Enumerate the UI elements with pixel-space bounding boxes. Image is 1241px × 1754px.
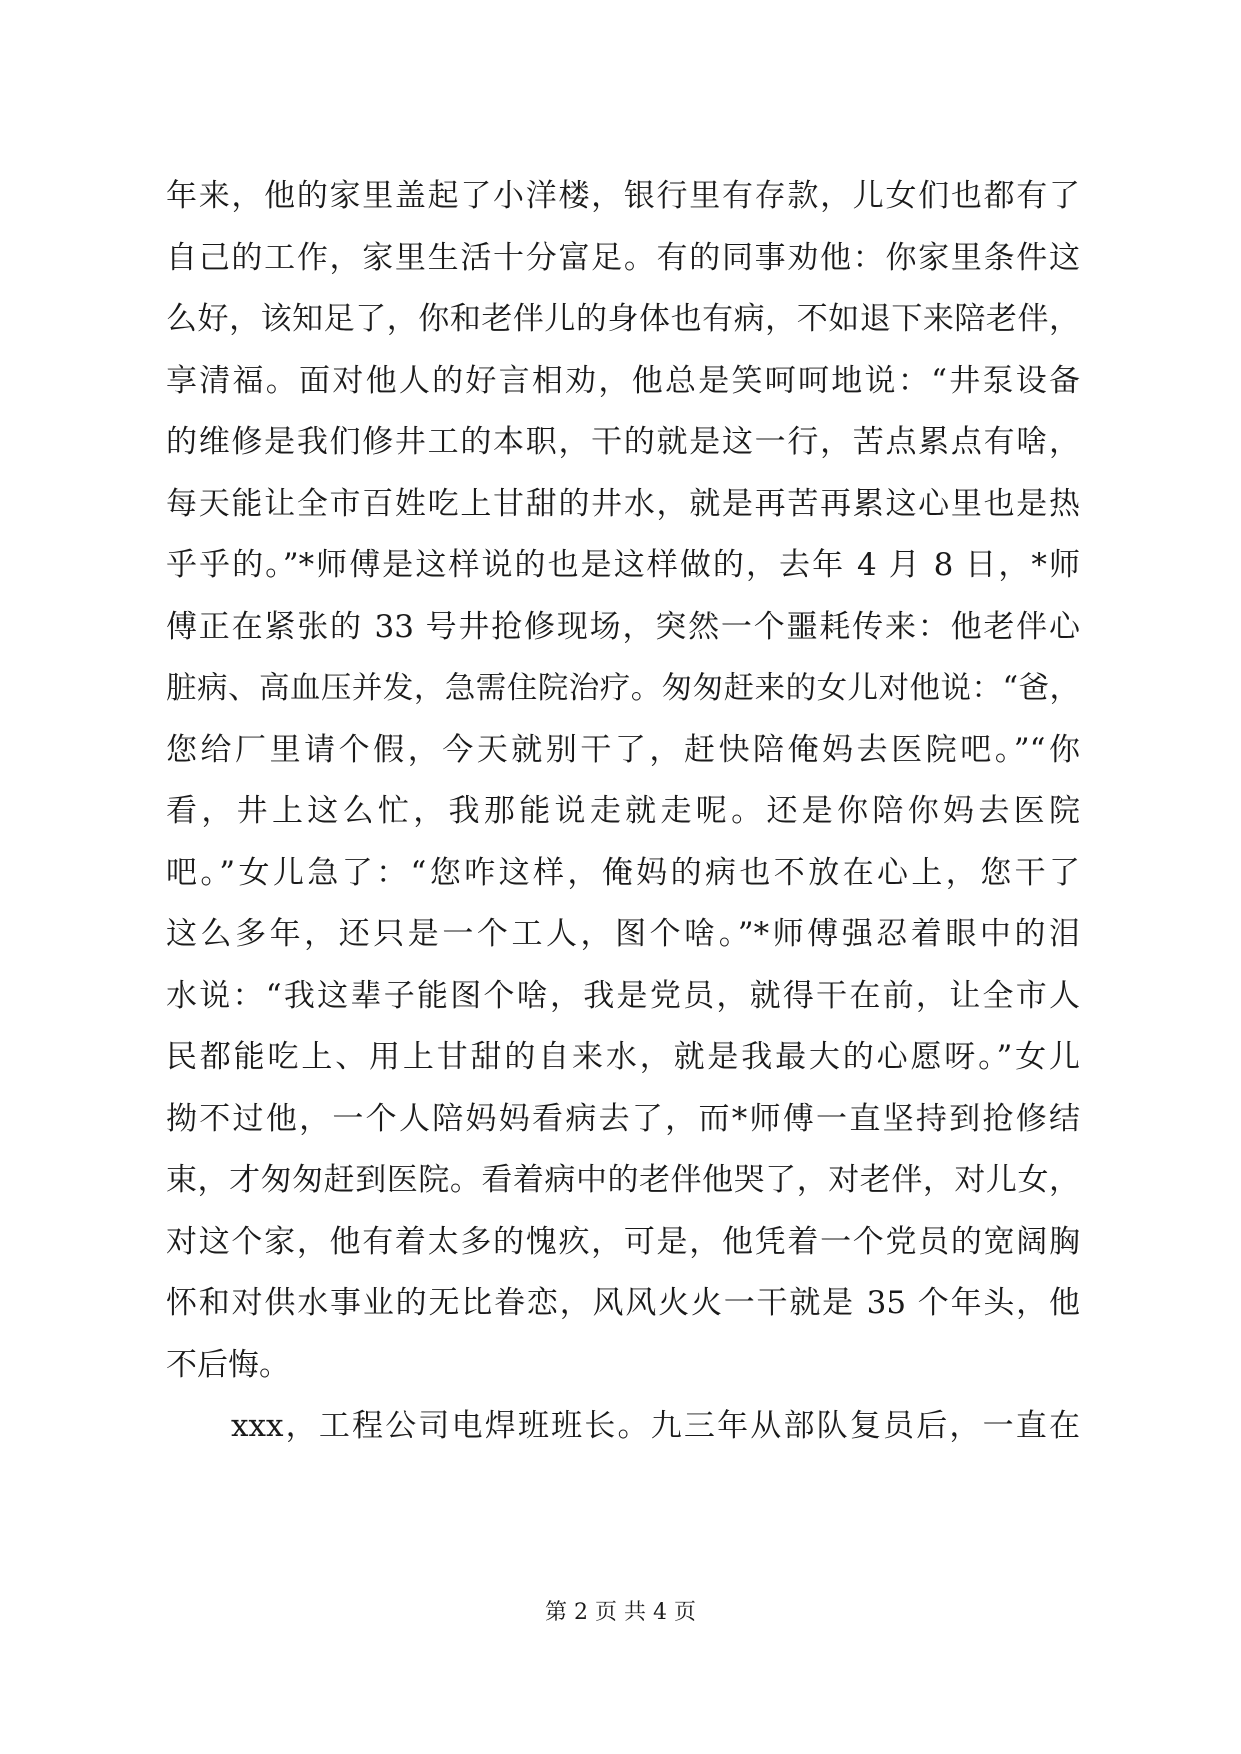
text-line: 脏病、高血压并发，急需住院治疗。匆匆赶来的女儿对他说：“爸，: [166, 671, 1080, 706]
text-line: 水说：“我这辈子能图个啥，我是党员，就得干在前，让全市人: [166, 977, 1080, 1014]
text-line: 年来，他的家里盖起了小洋楼，银行里有存款，儿女们也都有了: [166, 178, 1080, 214]
text-line: 拗不过他，一个人陪妈妈看病去了，而*师傅一直坚持到抢修结: [166, 1100, 1080, 1137]
text-line: 对这个家，他有着太多的愧疚，可是，他凭着一个党员的宽阔胸: [166, 1223, 1080, 1260]
text-line: 这么多年，还只是一个工人，图个啥。”*师傅强忍着眼中的泪: [166, 916, 1080, 952]
paragraph-end-line: 不后悔。: [166, 1346, 290, 1383]
text-line: 看，井上这么忙，我那能说走就走呢。还是你陪你妈去医院: [166, 793, 1080, 829]
text-line: 自己的工作，家里生活十分富足。有的同事劝他：你家里条件这: [166, 239, 1080, 276]
text-line: 么好，该知足了，你和老伴儿的身体也有病，不如退下来陪老伴，: [166, 301, 1080, 337]
paragraph-start-line: xxx，工程公司电焊班班长。九三年从部队复员后，一直在: [231, 1408, 1080, 1444]
text-line: 民都能吃上、用上甘甜的自来水，就是我最大的心愿呀。”女儿: [166, 1039, 1080, 1075]
text-line: 每天能让全市百姓吃上甘甜的井水，就是再苦再累这心里也是热: [166, 485, 1080, 522]
text-line: 傅正在紧张的 33 号井抢修现场，突然一个噩耗传来：他老伴心: [166, 608, 1080, 645]
text-line: 吧。”女儿急了：“您咋这样，俺妈的病也不放在心上，您干了: [166, 854, 1080, 891]
text-line: 怀和对供水事业的无比眷恋，风风火火一干就是 35 个年头，他: [166, 1285, 1080, 1321]
text-line: 享清福。面对他人的好言相劝，他总是笑呵呵地说：“井泵设备: [166, 362, 1080, 399]
text-line: 乎乎的。”*师傅是这样说的也是这样做的，去年 4 月 8 日，*师: [166, 547, 1080, 583]
page-footer: 第 2 页 共 4 页: [545, 1600, 696, 1625]
body-text: [166, 166, 1080, 1458]
text-line: 束，才匆匆赶到医院。看着病中的老伴他哭了，对老伴，对儿女，: [166, 1162, 1080, 1198]
text-line: 您给厂里请个假，今天就别干了，赶快陪俺妈去医院吧。”“你: [166, 731, 1080, 768]
text-line: 的维修是我们修井工的本职，干的就是这一行，苦点累点有啥，: [166, 424, 1080, 460]
